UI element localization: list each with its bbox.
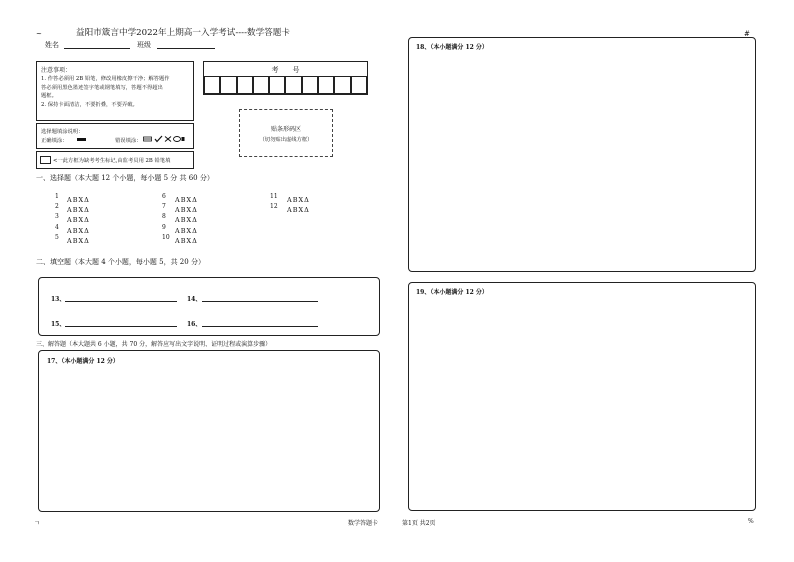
notice-line: 答必须用黑色墨迹签字笔或钢笔填写，答题不得超出 <box>41 84 163 91</box>
wrong-fill-marks <box>143 135 185 143</box>
choice-number: 8 <box>162 213 166 220</box>
choice-options[interactable]: ABXΔ <box>67 206 90 214</box>
q15-label: 15、 <box>51 321 66 328</box>
choice-options[interactable]: ABXΔ <box>287 206 310 214</box>
choice-options[interactable]: ABXΔ <box>175 196 198 204</box>
choice-number: 12 <box>270 203 278 210</box>
exam-id-label: 考 号 <box>271 66 300 74</box>
q19-label: 19、（本小题满分 12 分） <box>416 289 488 296</box>
q14-label: 14、 <box>187 296 202 303</box>
name-label: 姓名 <box>45 41 59 49</box>
corner-mark-top-right: # <box>744 30 750 38</box>
choice-options[interactable]: ABXΔ <box>67 216 90 224</box>
exam-id-cell[interactable] <box>220 76 236 94</box>
q17-answer-box[interactable] <box>38 350 380 512</box>
choice-options[interactable]: ABXΔ <box>175 216 198 224</box>
choice-options[interactable]: ABXΔ <box>175 206 198 214</box>
page-title: 益阳市箴言中学2022年上期高一入学考试----数学答题卡 <box>76 28 290 38</box>
choice-options[interactable]: ABXΔ <box>287 196 310 204</box>
exam-id-box <box>203 61 368 95</box>
choice-number: 2 <box>55 203 59 210</box>
q13-label: 13、 <box>51 296 66 303</box>
footer-page-number: 第1页 共2页 <box>402 520 436 527</box>
exam-id-cell[interactable] <box>204 76 220 94</box>
corner-mark-top-left: ~ <box>36 30 42 38</box>
exam-id-cell[interactable] <box>285 76 301 94</box>
q15-answer-line[interactable] <box>65 326 177 327</box>
exam-id-cell[interactable] <box>318 76 334 94</box>
choice-number: 10 <box>162 234 170 241</box>
choice-number: 6 <box>162 193 166 200</box>
absent-text: <一此方框为缺考考生标记,由监考员用 2B 铅笔填 <box>53 158 171 164</box>
section2-heading: 二、填空题（本大题 4 个小题，每小题 5，共 20 分） <box>36 258 205 266</box>
choice-number: 4 <box>55 224 59 231</box>
q13-answer-line[interactable] <box>65 301 177 302</box>
exam-id-cell[interactable] <box>269 76 285 94</box>
notice-line: 题框。 <box>41 93 57 99</box>
q16-answer-line[interactable] <box>202 326 318 327</box>
choice-options[interactable]: ABXΔ <box>175 237 198 245</box>
notice-text <box>41 75 170 109</box>
choice-options[interactable]: ABXΔ <box>175 227 198 235</box>
correct-fill-mark <box>77 138 86 141</box>
choice-options[interactable]: ABXΔ <box>67 237 90 245</box>
notice-box <box>36 61 194 121</box>
absent-checkbox[interactable] <box>40 156 51 164</box>
fill-wrong-label: 错误填涂： <box>115 138 142 144</box>
notice-title: 注意事项： <box>41 67 72 74</box>
choice-number: 5 <box>55 234 59 241</box>
exam-id-grid[interactable] <box>204 76 367 94</box>
exam-id-cell[interactable] <box>334 76 350 94</box>
barcode-sticker-area <box>239 109 333 157</box>
class-field[interactable] <box>157 48 215 49</box>
notice-line: 2. 保持卡面清洁，不要折叠，不要弄破。 <box>41 101 138 108</box>
choice-options[interactable]: ABXΔ <box>67 227 90 235</box>
name-field[interactable] <box>64 48 130 49</box>
exam-id-cell[interactable] <box>253 76 269 94</box>
absent-mark-box <box>36 151 194 169</box>
q14-answer-line[interactable] <box>202 301 318 302</box>
choice-number: 11 <box>270 193 278 200</box>
section1-heading: 一、选择题（本大题 12 个小题，每小题 5 分 共 60 分） <box>36 174 214 182</box>
fill-blank-box <box>38 277 380 336</box>
footer-subject: 数学答题卡 <box>348 520 379 527</box>
class-label: 班级 <box>137 41 151 49</box>
choice-number: 3 <box>55 213 59 220</box>
choice-options[interactable]: ABXΔ <box>67 196 90 204</box>
exam-id-cell[interactable] <box>237 76 253 94</box>
fill-correct-label: 正确填涂： <box>41 138 68 144</box>
sticker-label: 贴条形码区 <box>270 126 301 133</box>
choice-number: 9 <box>162 224 166 231</box>
q18-label: 18、（本小题满分 12 分） <box>416 44 488 51</box>
fill-example-title: 选择题填涂说明： <box>41 129 84 135</box>
exam-id-cell[interactable] <box>302 76 318 94</box>
corner-mark-bottom-left: ㄱ <box>34 520 40 527</box>
exam-id-cell[interactable] <box>351 76 367 94</box>
choice-number: 7 <box>162 203 166 210</box>
fill-example-box <box>36 123 194 149</box>
notice-line: 1. 作答必须用 2B 铅笔，修改用橡皮擦干净；解答题作 <box>41 76 170 82</box>
sticker-note: （切勿贴出虚线方框） <box>259 137 313 143</box>
choice-number: 1 <box>55 193 59 200</box>
q18-answer-box[interactable] <box>408 37 756 272</box>
q16-label: 16、 <box>187 321 202 328</box>
q17-label: 17、（本小题满分 12 分） <box>47 358 119 365</box>
corner-mark-bottom-right: % <box>748 518 754 525</box>
q19-answer-box[interactable] <box>408 282 756 511</box>
section3-heading: 三、解答题（本大题共 6 小题，共 70 分，解答应写出文字说明、证明过程或演算步骤） <box>36 341 272 348</box>
